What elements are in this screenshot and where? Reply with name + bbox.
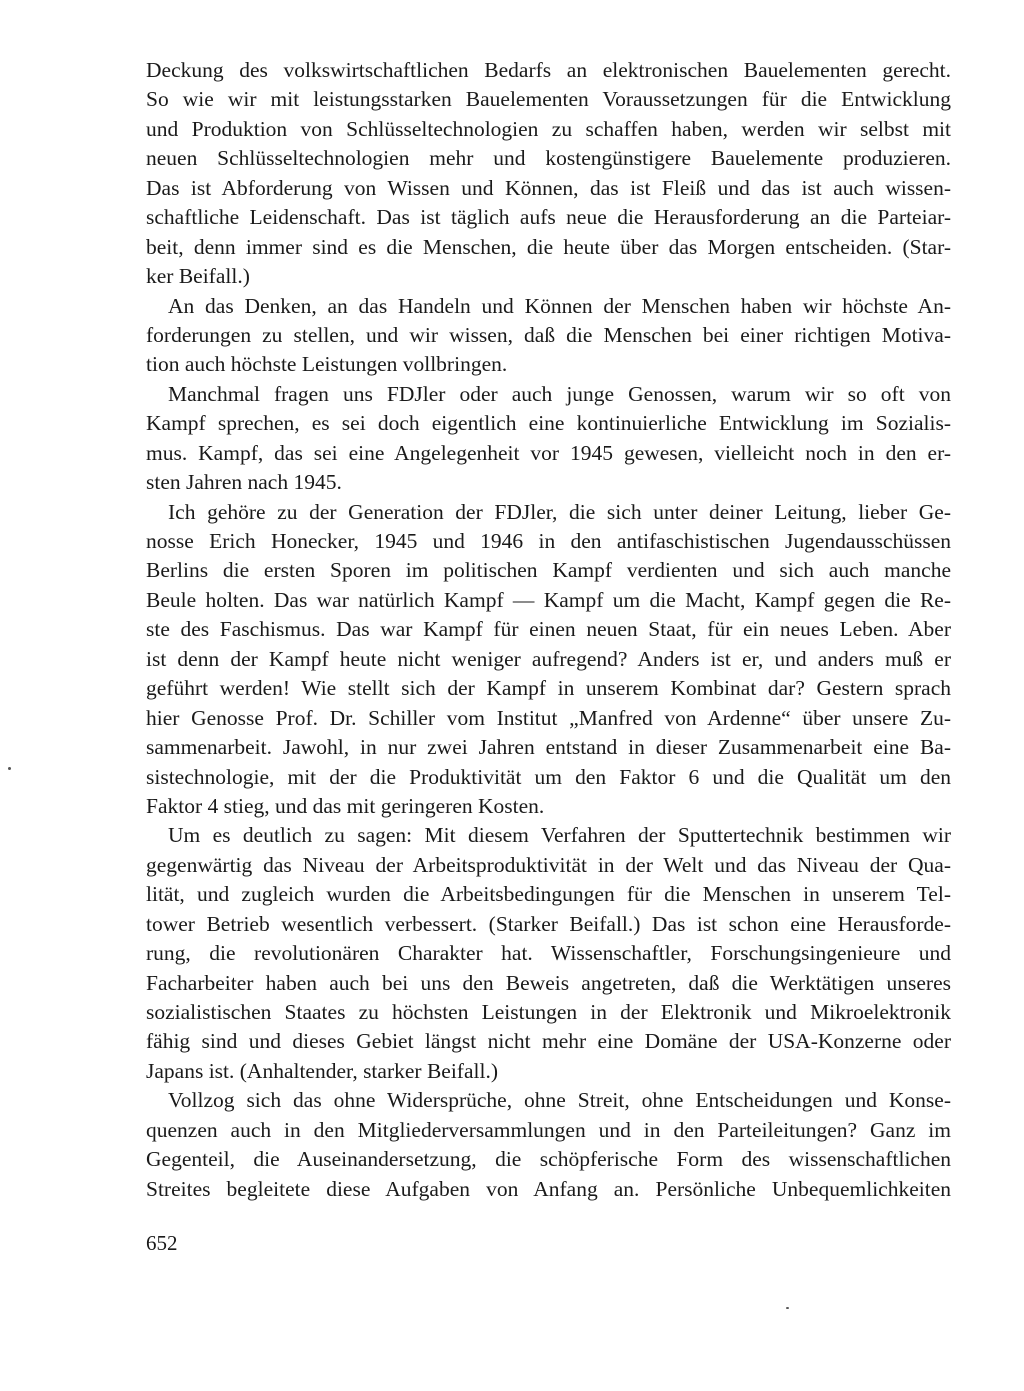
text-line: sten Jahren nach 1945. <box>146 470 342 495</box>
text-line: und Produktion von Schlüsseltechnologien zu schaffen haben, werden wir selbst mit <box>146 116 951 141</box>
text-line: Vollzog sich das ohne Widersprüche, ohne Streit, ohne Entscheidungen und Konse- <box>168 1088 951 1113</box>
scan-speck <box>786 1307 789 1309</box>
text-line: tower Betrieb wesentlich verbessert. (Starker Beifall.) Das ist schon eine Herausforde- <box>146 911 951 936</box>
text-line: tion auch höchste Leistungen vollbringen. <box>146 352 508 377</box>
text-line: Facharbeiter haben auch bei uns den Beweis angetreten, daß die Werktätigen unseres <box>146 970 951 995</box>
text-line: Um es deutlich zu sagen: Mit diesem Verfahren der Sputtertechnik bestimmen wir <box>168 823 951 848</box>
text-line: ist denn der Kampf heute nicht weniger aufregend? Anders ist er, und anders muß er <box>146 646 951 671</box>
text-line: Japans ist. (Anhaltender, starker Beifall.) <box>146 1058 498 1083</box>
text-line: ste des Faschismus. Das war Kampf für einen neuen Staat, für ein neues Leben. Aber <box>146 617 951 642</box>
text-line: Manchmal fragen uns FDJler oder auch junge Genossen, warum wir so oft von <box>168 381 951 406</box>
text-line: Berlins die ersten Sporen im politischen Kampf verdienten und sich auch manche <box>146 558 951 583</box>
text-line: geführt werden! Wie stellt sich der Kampf in unserem Kombinat dar? Gestern sprach <box>146 676 951 701</box>
text-line: Faktor 4 stieg, und das mit geringeren Kosten. <box>146 793 545 818</box>
text-line: mus. Kampf, das sei eine Angelegenheit vor 1945 gewesen, vielleicht noch in den er- <box>146 440 951 465</box>
text-line: So wie wir mit leistungsstarken Bauelementen Voraussetzungen für die Entwicklung <box>146 87 951 112</box>
text-line: gegenwärtig das Niveau der Arbeitsproduktivität in der Welt und das Niveau der Qua- <box>146 852 951 877</box>
text-line: schaftliche Leidenschaft. Das ist täglich aufs neue die Herausforderung an die Parteiar- <box>146 205 951 230</box>
text-line: Deckung des volkswirtschaftlichen Bedarfs an elektronischen Bauelementen gerecht. <box>146 58 951 82</box>
page-number: 652 <box>146 1231 178 1255</box>
text-line: hier Genosse Prof. Dr. Schiller vom Institut „Manfred von Ardenne“ über unsere Zu- <box>146 705 951 730</box>
text-line: ker Beifall.) <box>146 264 250 289</box>
text-line: Kampf sprechen, es sei doch eigentlich eine kontinuierliche Entwicklung im Sozialis- <box>146 411 951 436</box>
text-line: quenzen auch in den Mitgliederversammlungen und in den Parteileitungen? Ganz im <box>146 1117 951 1142</box>
text-line: sammenarbeit. Jawohl, in nur zwei Jahren entstand in dieser Zusammenarbeit eine Ba- <box>146 735 951 760</box>
text-line: Ich gehöre zu der Generation der FDJler, die sich unter deiner Leitung, lieber Ge- <box>168 499 951 524</box>
text-line: Gegenteil, die Auseinandersetzung, die schöpferische Form des wissenschaftlichen <box>146 1147 951 1172</box>
text-line: beit, denn immer sind es die Menschen, die heute über das Morgen entscheiden. (Star- <box>146 234 951 259</box>
text-line: fähig sind und dieses Gebiet längst nicht mehr eine Domäne der USA-Konzerne oder <box>146 1029 951 1054</box>
text-line: neuen Schlüsseltechnologien mehr und kostengünstigere Bauelemente produzieren. <box>146 146 951 171</box>
text-line: Beule holten. Das war natürlich Kampf — Kampf um die Macht, Kampf gegen die Re- <box>146 587 951 612</box>
text-line: rung, die revolutionären Charakter hat. Wissenschaftler, Forschungsingenieure und <box>146 941 951 966</box>
text-line: lität, und zugleich wurden die Arbeitsbedingungen für die Menschen in unserem Tel- <box>146 882 951 907</box>
text-line: An das Denken, an das Handeln und Können der Menschen haben wir höchste An- <box>168 293 951 318</box>
text-line: nosse Erich Honecker, 1945 und 1946 in den antifaschistischen Jugendausschüssen <box>146 529 951 553</box>
scan-speck <box>8 767 11 770</box>
text-line: sistechnologie, mit der die Produktivität um den Faktor 6 und die Qualität um den <box>146 764 951 789</box>
text-line: Streites begleitete diese Aufgaben von Anfang an. Persönliche Unbequemlichkeiten <box>146 1176 951 1201</box>
text-line: sozialistischen Staates zu höchsten Leistungen in der Elektronik und Mikroelektronik <box>146 1000 951 1024</box>
text-line: forderungen zu stellen, und wir wissen, daß die Menschen bei einer richtigen Motiva- <box>146 322 951 347</box>
text-line: Das ist Abforderung von Wissen und Können, das ist Fleiß und das ist auch wissen- <box>146 175 951 200</box>
body-text <box>146 56 951 1204</box>
